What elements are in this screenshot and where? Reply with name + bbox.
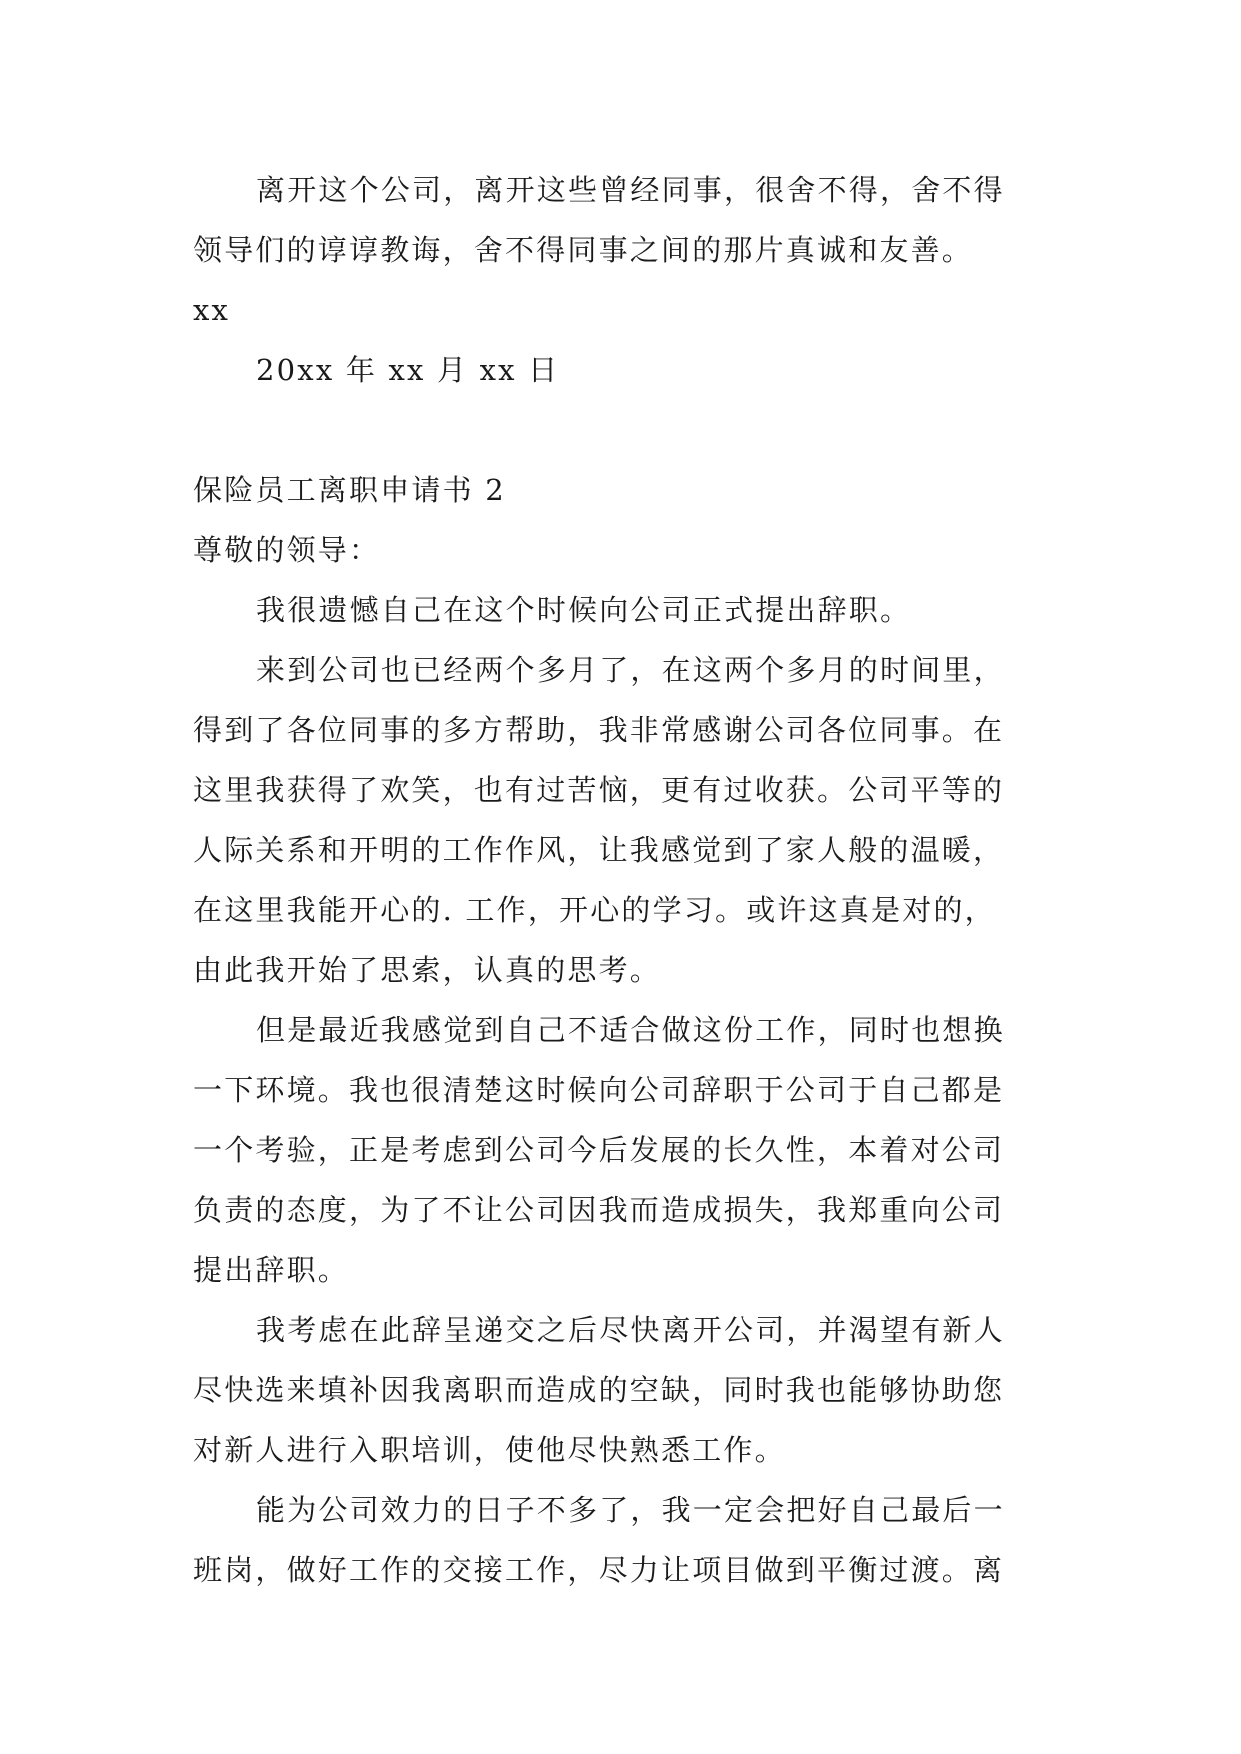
- paragraph-line: 在这里我能开心的. 工作，开心的学习。或许这真是对的，: [193, 893, 996, 927]
- paragraph-line: 领导们的谆谆教诲，舍不得同事之间的那片真诚和友善。: [193, 233, 974, 267]
- paragraph-line: 一个考验，正是考虑到公司今后发展的长久性，本着对公司: [193, 1133, 1005, 1167]
- paragraph-line: 这里我获得了欢笑，也有过苦恼，更有过收获。公司平等的: [193, 773, 1005, 807]
- paragraph-line: 我考虑在此辞呈递交之后尽快离开公司，并渴望有新人: [256, 1313, 1005, 1347]
- paragraph-line: 我很遗憾自己在这个时候向公司正式提出辞职。: [256, 593, 912, 627]
- paragraph-line: 尽快选来填补因我离职而造成的空缺，同时我也能够协助您: [193, 1373, 1005, 1407]
- paragraph-line: 能为公司效力的日子不多了，我一定会把好自己最后一: [256, 1493, 1005, 1527]
- document-title: 保险员工离职申请书 2: [193, 473, 506, 507]
- paragraph-line: 得到了各位同事的多方帮助，我非常感谢公司各位同事。在: [193, 713, 1005, 747]
- paragraph-line: 离开这个公司，离开这些曾经同事，很舍不得，舍不得: [256, 173, 1005, 207]
- signature-name: xx: [193, 293, 231, 327]
- paragraph-line: 来到公司也已经两个多月了，在这两个多月的时间里，: [256, 653, 1005, 687]
- salutation: 尊敬的领导：: [193, 533, 381, 567]
- paragraph-line: 负责的态度，为了不让公司因我而造成损失，我郑重向公司: [193, 1193, 1005, 1227]
- paragraph-line: 人际关系和开明的工作作风，让我感觉到了家人般的温暖，: [193, 833, 1005, 867]
- paragraph-line: 对新人进行入职培训，使他尽快熟悉工作。: [193, 1433, 786, 1467]
- paragraph-line: 但是最近我感觉到自己不适合做这份工作，同时也想换: [256, 1013, 1005, 1047]
- section-gap: [193, 400, 1073, 460]
- paragraph-line: 一下环境。我也很清楚这时候向公司辞职于公司于自己都是: [193, 1073, 1005, 1107]
- paragraph-line: 提出辞职。: [193, 1253, 350, 1287]
- paragraph-line: 班岗，做好工作的交接工作，尽力让项目做到平衡过渡。离: [193, 1553, 1005, 1587]
- document-body: [193, 160, 1073, 1600]
- paragraph-line: 由此我开始了思索，认真的思考。: [193, 953, 662, 987]
- signature-date: 20xx 年 xx 月 xx 日: [256, 353, 560, 387]
